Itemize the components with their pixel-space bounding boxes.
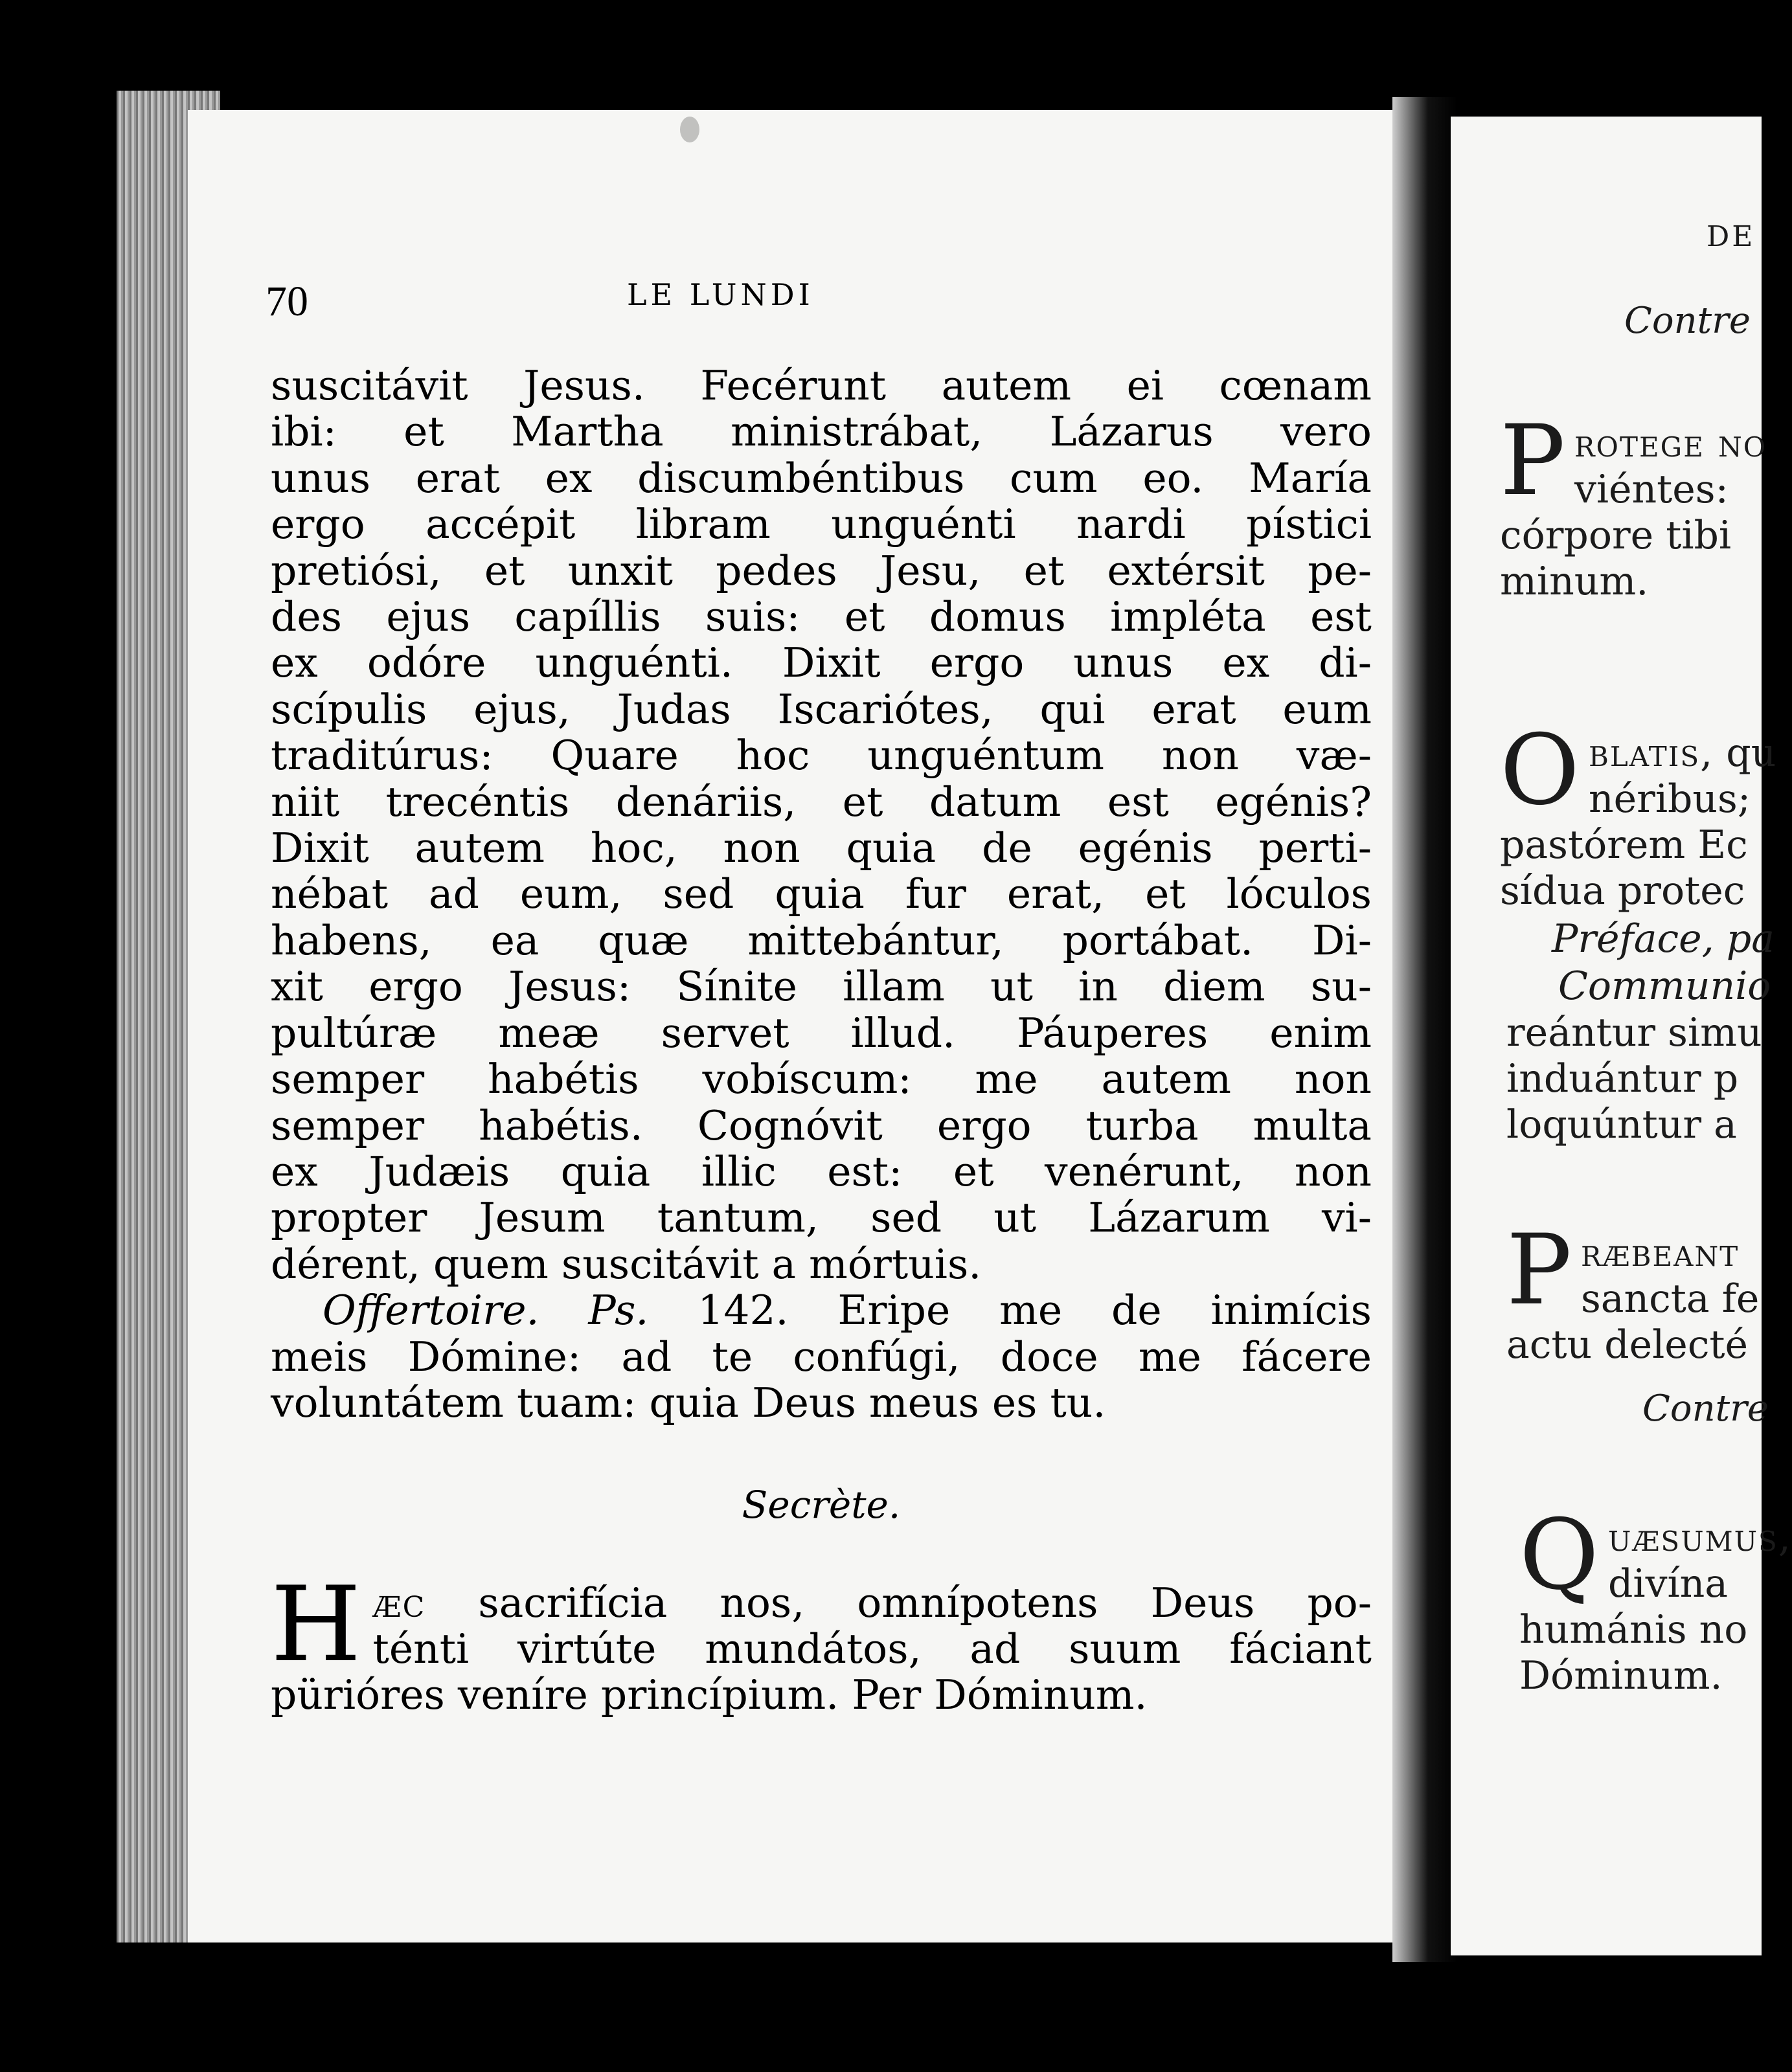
small-caps-word: rotege no xyxy=(1574,421,1767,466)
text-line: des ejus capíllis suis: et domus impléta est xyxy=(271,593,1372,641)
text-line: propter Jesum tantum, sed ut Lázarum vi- xyxy=(271,1194,1372,1242)
prayer-line: actu delecté xyxy=(1506,1322,1749,1368)
prayer-line: minum. xyxy=(1500,559,1649,604)
prayer-line: ténti virtúte mundátos, ad suum fáciant xyxy=(372,1625,1372,1672)
text-line: nébat ad eum, sed quia fur erat, et lóculos xyxy=(271,870,1372,918)
prayer-line: sídua protec xyxy=(1500,868,1745,914)
right-prayer-2 xyxy=(1500,714,1776,914)
drop-cap: P xyxy=(1506,1214,1572,1327)
small-caps-word: uæsumus, xyxy=(1607,1515,1792,1560)
prayer-line: Dóminum. xyxy=(1519,1653,1723,1698)
text-line: ex odóre unguénti. Dixit ergo unus ex di- xyxy=(271,639,1372,687)
text-line: niit trecéntis denáriis, et datum est egénis? xyxy=(271,778,1372,826)
page-number: 70 xyxy=(266,278,308,325)
communion-line: induántur p xyxy=(1506,1056,1739,1101)
running-head: LE LUNDI xyxy=(627,277,814,312)
offertory-text: 142. Eripe me de inimícis xyxy=(698,1287,1372,1334)
right-running-head: DE xyxy=(1707,220,1756,253)
secrete-heading: Secrète. xyxy=(742,1483,901,1527)
text-line: semper habétis vobíscum: me autem non xyxy=(271,1055,1372,1103)
secrete-prayer xyxy=(271,1564,1372,1718)
text-line: habens, ea quæ mittebántur, portábat. Di- xyxy=(271,916,1372,964)
prayer-line: humánis no xyxy=(1519,1607,1748,1652)
text-line: ergo accépit libram unguénti nardi pístici xyxy=(271,501,1372,548)
offertory-line xyxy=(271,1287,1372,1333)
communion-line: reántur simu xyxy=(1506,1010,1762,1055)
right-prayer-1 xyxy=(1500,405,1767,605)
offertory-ref: Ps. xyxy=(588,1287,649,1334)
prayer-line: sancta fe xyxy=(1580,1276,1760,1322)
book-gutter xyxy=(1392,97,1457,1962)
offertory-line: voluntátem tuam: quia Deus meus es tu. xyxy=(271,1379,1106,1426)
communion-label: Communio xyxy=(1558,963,1771,1009)
text-line: traditúrus: Quare hoc unguéntum non væ- xyxy=(271,732,1372,780)
prayer-line: córpore tibi xyxy=(1500,513,1732,558)
prayer-line: viéntes: xyxy=(1574,467,1729,512)
communion-text xyxy=(1506,1010,1762,1148)
text-line: unus erat ex discumbéntibus cum eo. María xyxy=(271,454,1372,502)
right-prayer-3 xyxy=(1506,1214,1760,1368)
prayer-line: pürióres veníre princípium. Per Dóminum. xyxy=(271,1671,1148,1718)
preface-label: Préface, pa xyxy=(1552,916,1775,962)
text-line: Dixit autem hoc, non quia de egénis perti- xyxy=(271,824,1372,872)
text-line: ibi: et Martha ministrábat, Lázarus vero xyxy=(271,408,1372,456)
small-caps-word: ræbeant xyxy=(1580,1230,1740,1276)
right-prayer-4 xyxy=(1519,1499,1792,1699)
prayer-line: divína xyxy=(1607,1561,1729,1606)
prayer-line: néribus; xyxy=(1588,776,1751,822)
offertory-line: meis Dómine: ad te confúgi, doce me fácere xyxy=(271,1333,1372,1380)
right-subtitle-2: Contre xyxy=(1642,1388,1769,1430)
prayer-text: qu xyxy=(1714,730,1776,776)
text-line: pultúræ meæ servet illud. Páuperes enim xyxy=(271,1009,1372,1057)
text-line: scípulis ejus, Judas Iscariótes, qui erat eum xyxy=(271,685,1372,733)
text-line: semper habétis. Cognóvit ergo turba multa xyxy=(271,1101,1372,1149)
communion-line: loquúntur a xyxy=(1506,1102,1737,1147)
prayer-text: sacrifícia nos, omnípotens Deus po- xyxy=(425,1579,1372,1627)
text-line: dérent, quem suscitávit a mórtuis. xyxy=(271,1240,982,1288)
ink-blot xyxy=(680,117,699,142)
text-line: xit ergo Jesus: Sínite illam ut in diem su- xyxy=(271,963,1372,1011)
drop-cap: P xyxy=(1500,405,1565,517)
gospel-text xyxy=(271,363,1372,1426)
drop-cap: H xyxy=(271,1564,361,1685)
prayer-line xyxy=(271,1580,1372,1626)
right-subtitle: Contre xyxy=(1624,300,1751,342)
drop-cap: O xyxy=(1500,714,1580,827)
text-line: suscitávit Jesus. Fecérunt autem ei cœnam xyxy=(271,362,1372,409)
small-caps-word: blatis, xyxy=(1588,730,1714,776)
drop-cap: Q xyxy=(1519,1499,1599,1612)
offertory-label: Offertoire. xyxy=(323,1287,539,1334)
text-line: ex Judæis quia illic est: et venérunt, non xyxy=(271,1147,1372,1195)
text-line: pretiósi, et unxit pedes Jesu, et extérsit pe- xyxy=(271,546,1372,594)
small-caps-word: æc xyxy=(372,1579,426,1627)
prayer-line: pastórem Ec xyxy=(1500,822,1748,868)
